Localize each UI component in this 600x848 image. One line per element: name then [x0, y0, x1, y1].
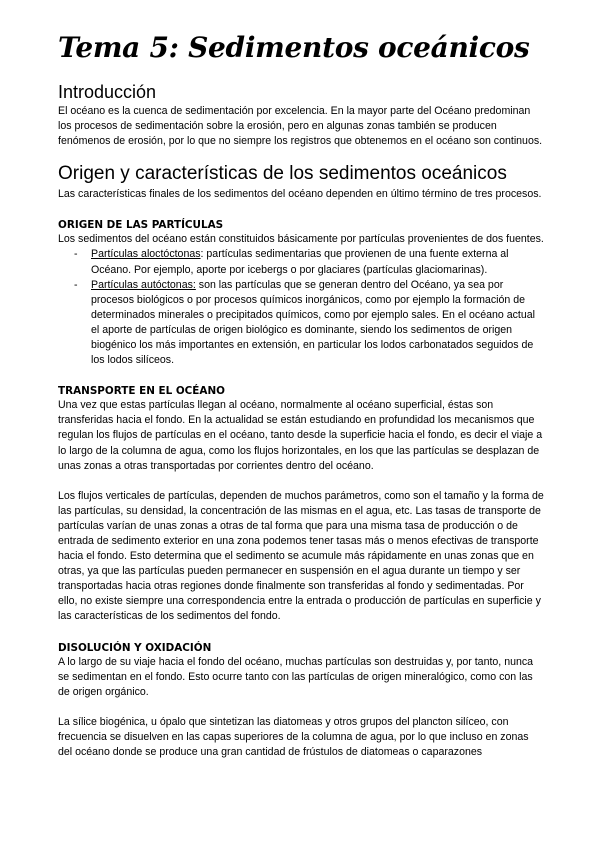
- list-item-text: son las partículas que se generan dentro del Océano, ya sea por procesos biológicos o por procesos químicos inorgánicos, como por ejemplo la formación de determinados minerales o precipitados químicos, como por ejemplo sales. En el océano actual el aporte de partículas de origen biológico es dominante, siendo los sedimentos de origen biogénico los más importantes en extensión, en particular los lodos carbonatados seguidos de los lodos silíceos.: [91, 278, 535, 367]
- section-disolucion: [58, 641, 544, 761]
- particulas-list: [58, 247, 544, 368]
- list-item-text: : partículas sedimentarias que provienen de una fuente externa al Océano. Por ejemplo, aporte por icebergs o por glaciares (partículas glaciomarinas).: [91, 248, 509, 276]
- list-item: [91, 278, 544, 369]
- heading-particulas: ORIGEN DE LAS PARTÍCULAS: [58, 219, 224, 232]
- heading-introduccion: Introducción: [58, 82, 157, 102]
- heading-transporte: TRANSPORTE EN EL OCÉANO: [58, 385, 225, 398]
- paragraph-transporte-1: Una vez que estas partículas llegan al océano, normalmente al océano superficial, éstas son transferidas hacia el fondo. En la actualidad se están estudiando en profundidad los mecanismos que regulan los flujos de partículas en el océano, tanto desde la superficie hacia el fondo, es decir el viaje a lo largo de la columna de agua, como los flujos horizontales, en los que las partículas se desplazan de unas zonas a otras transportadas por corrientes dentro del océano.: [58, 399, 543, 472]
- paragraph-origen: Las características finales de los sedimentos del océano dependen en último término de tres procesos.: [58, 188, 542, 201]
- paragraph-particulas: Los sedimentos del océano están constituidos básicamente por partículas provenientes de dos fuentes.: [58, 233, 544, 246]
- page-title: Tema 5: Sedimentos oceánicos: [58, 31, 530, 64]
- list-item: [91, 247, 544, 277]
- section-transporte: [58, 384, 544, 624]
- paragraph-introduccion: El océano es la cuenca de sedimentación por excelencia. En la mayor parte del Océano predominan los procesos de sedimentación sobre la erosión, pero en algunas zonas también se producen fenómenos de erosión, por lo que no siempre los registros que obtenemos en el océano son continuos.: [58, 105, 543, 148]
- paragraph-disolucion-2: La sílice biogénica, u ópalo que sintetizan las diatomeas y otros grupos del plancton silíceo, con frecuencia se disuelven en las capas superiores de la columna de agua, por lo que incluso en zonas del océano donde se produce una gran cantidad de frústulos de diatomeas o caparazones: [58, 715, 529, 758]
- heading-origen: Origen y características de los sedimentos oceánicos: [58, 163, 507, 185]
- term-autoctonas: Partículas autóctonas:: [91, 278, 196, 291]
- section-introduccion: [58, 82, 544, 149]
- paragraph-disolucion-1: A lo largo de su viaje hacia el fondo del océano, muchas partículas son destruidas y, por tanto, nunca se sedimentan en el fondo. Esto ocurre tanto con las partículas de origen mineralógico, como con las de origen orgánico.: [58, 655, 534, 698]
- term-aloctonas: Partículas aloctóctonas: [91, 248, 201, 261]
- section-origen: [58, 163, 544, 202]
- section-particulas: [58, 218, 544, 368]
- paragraph-transporte-2: Los flujos verticales de partículas, dependen de muchos parámetros, como son el tamaño y la forma de las partículas, su densidad, la concentración de las mismas en el agua, etc. Las tasas de transporte de partículas varían de unas zonas a otras de tal forma que para una misma tasa de producción o de entrada de sedimento exterior en una zona podemos tener tasas más o menos efectivas de transporte hacia el fondo. Esto determina que el sedimento se acumule más rápidamente en unas zonas que en otras, ya que las partículas pueden permanecer en suspensión en el agua durante un tiempo y ser transportadas hacia otras regiones donde finalmente son transferidas al fondo y sedimentadas. Por ello, no existe siempre una correspondencia entre la entrada o producción de partículas en superficie y las características de los sedimentos del fondo.: [58, 489, 544, 623]
- heading-disolucion: DISOLUCIÓN Y OXIDACIÓN: [58, 641, 212, 654]
